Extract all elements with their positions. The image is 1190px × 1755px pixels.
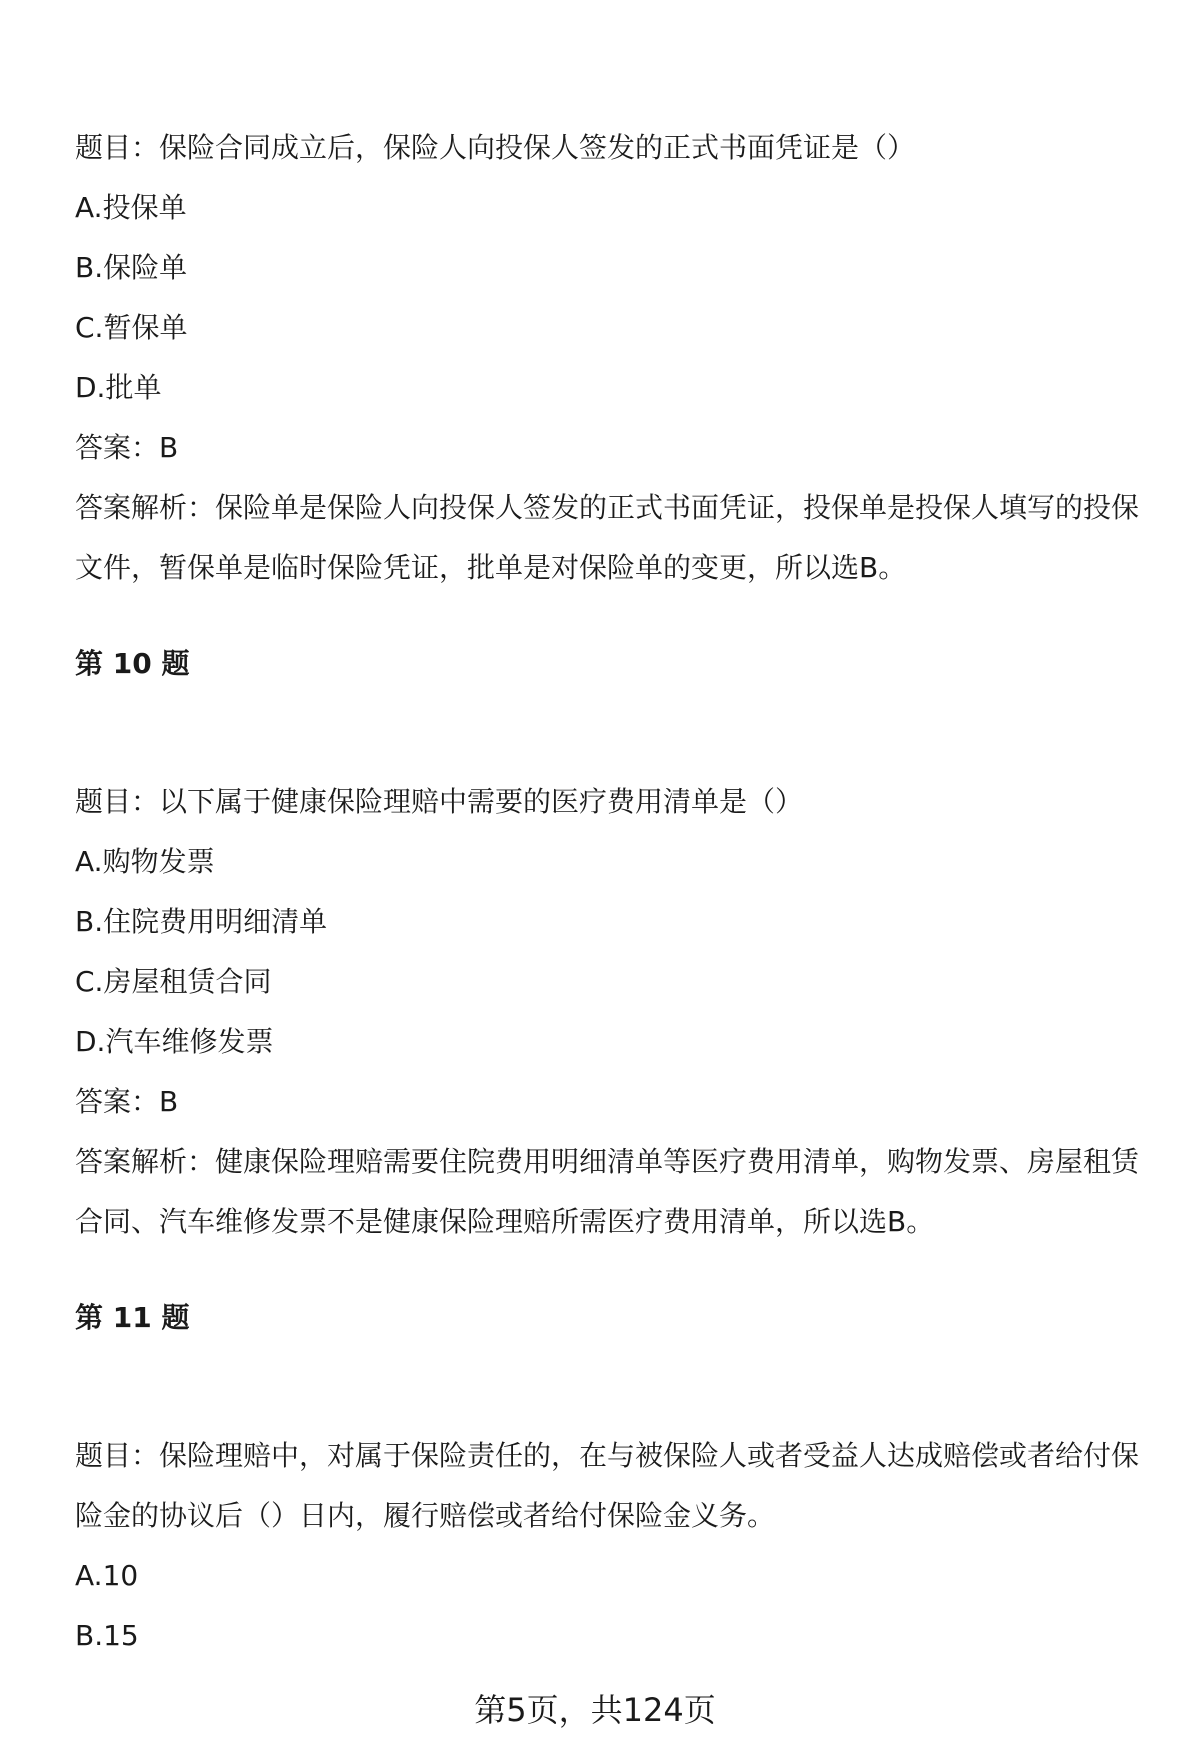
option-b: B.保险单 [75,251,188,284]
option-b: B.15 [75,1619,139,1652]
option-c: C.房屋租赁合同 [75,965,272,998]
answer: 答案：B [75,431,179,464]
answer-analysis: 答案解析：健康保险理赔需要住院费用明细清单等医疗费用清单，购物发票、房屋租赁合同、汽车维修发票不是健康保险理赔所需医疗费用清单，所以选B。 [75,1145,1140,1238]
option-a: A.投保单 [75,191,187,224]
question-block [75,634,1165,1252]
option-c: C.暂保单 [75,311,188,344]
option-d: D.批单 [75,371,162,404]
option-a: A.10 [75,1559,139,1592]
question-heading: 第 10 题 [75,647,190,680]
document-page [75,118,1165,1666]
option-a: A.购物发票 [75,845,215,878]
option-b: B.住院费用明细清单 [75,905,328,938]
answer-analysis: 答案解析：保险单是保险人向投保人签发的正式书面凭证，投保单是投保人填写的投保文件，暂保单是临时保险凭证，批单是对保险单的变更，所以选B。 [75,491,1140,584]
question-block [75,118,1165,598]
page-footer: 第5页，共124页 [474,1691,716,1729]
answer: 答案：B [75,1085,179,1118]
question-stem: 题目：以下属于健康保险理赔中需要的医疗费用清单是（） [75,785,804,818]
option-d: D.汽车维修发票 [75,1025,274,1058]
question-block [75,1288,1165,1666]
question-heading: 第 11 题 [75,1301,190,1334]
question-stem: 题目：保险理赔中，对属于保险责任的，在与被保险人或者受益人达成赔偿或者给付保险金的协议后（）日内，履行赔偿或者给付保险金义务。 [75,1439,1140,1532]
question-stem: 题目：保险合同成立后，保险人向投保人签发的正式书面凭证是（） [75,131,916,164]
